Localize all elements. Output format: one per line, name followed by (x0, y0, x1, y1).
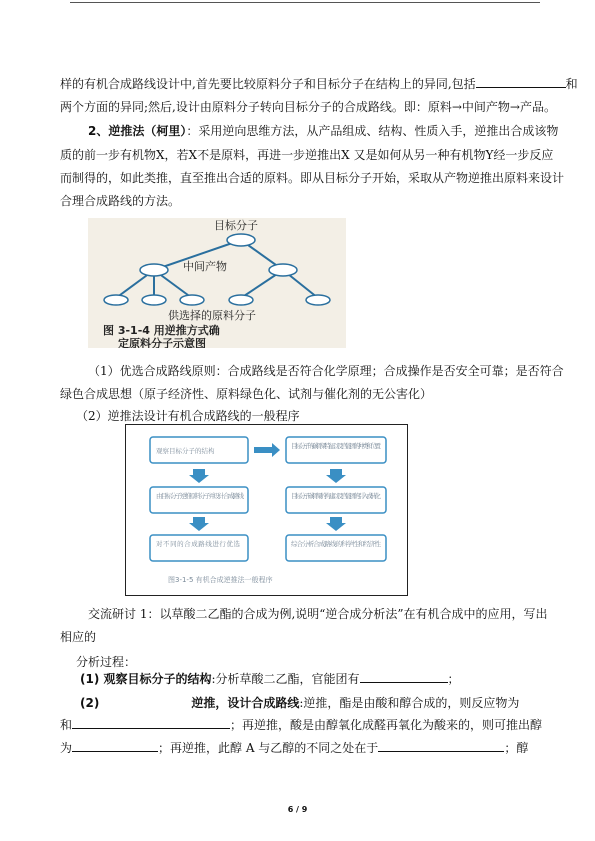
text: :分析草酸二乙酯，官能团有 (211, 672, 360, 686)
para-line-4: 质的前一步有机物X，若X不是原料，再进一步逆推出X 又是如何从另一种有机物Y经一步反应 (60, 148, 554, 162)
raw-node (180, 295, 204, 305)
tree-diagram (88, 218, 346, 348)
step-heading: 逆推，设计合成路线 (191, 696, 300, 710)
para-line-2: 两个方面的异同;然后,设计由原料分子转向目标分子的合成路线。即：原料→中间产物→产品。 (60, 100, 556, 114)
arrow-down-icon (326, 469, 346, 483)
flowchart-diagram (126, 425, 407, 595)
mid-label: 中间产物 (183, 260, 227, 273)
step-3-text: 对不同的合成路线进行优选 (156, 540, 240, 548)
bottom-label: 供选择的原料分子 (168, 309, 256, 322)
page-number: 6 / 9 (287, 805, 308, 814)
blank (476, 73, 566, 88)
intermediate-node (140, 264, 168, 276)
text: 为 (60, 741, 73, 755)
para-line-5: 而制得的，如此类推，直至推出合适的原料。即从目标分子开始，采取从产物逆推出原料来设计 (60, 171, 565, 185)
para-line-6: 合理合成路线的方法。 (60, 194, 181, 208)
para-line-8: 绿色合成思想（原子经济性、原料绿色化、试剂与催化剂的无公害化） (60, 387, 433, 401)
flowchart-caption: 图3-1-5 有机合成逆推法一般程序 (168, 576, 273, 584)
para-line-13 (80, 668, 558, 690)
para-line-1 (60, 73, 578, 95)
raw-node (142, 295, 166, 305)
para-line-16 (60, 737, 538, 759)
text: ；醇 (504, 741, 529, 755)
blank (72, 714, 230, 729)
para-line-11: 相应的 (60, 630, 97, 644)
note-1-text: 目标分子的碳骨架特征以及官能团的种类和位置 (291, 442, 381, 450)
blank (360, 668, 448, 683)
raw-node (306, 295, 330, 305)
para-line-7: （1）优选合成路线原则：合成路线是否符合化学原理；合成操作是否安全可靠；是否符合 (88, 364, 564, 378)
note-2-text: 目标分子碳骨架的构建以及官能团的引入或转化 (291, 492, 381, 500)
arrow-right-icon (254, 443, 280, 457)
arrow-down-icon (326, 517, 346, 531)
arrow-down-icon (189, 517, 209, 531)
section-heading: 2、逆推法（柯里） (88, 124, 187, 138)
step-box (286, 535, 386, 561)
blank (378, 737, 504, 752)
para-line-3 (88, 120, 566, 142)
para-line-10: 交流研讨 1：以草酸二乙酯的合成为例,说明“逆合成分析法”在有机合成中的应用，写出 (88, 607, 548, 621)
text: 和 (565, 77, 578, 91)
target-node (227, 234, 255, 246)
step-1-text: 观察目标分子的结构 (156, 447, 215, 455)
text: 和 (60, 718, 73, 732)
text: ：采用逆向思维方法，从产品组成、结构、性质入手，逆推出合成该物 (186, 124, 559, 138)
step-box (150, 487, 248, 513)
para-line-12: 分析过程： (76, 655, 137, 669)
text: ；再逆推，酸是由醇氧化成醛再氧化为酸来的，则可推出醇 (230, 718, 543, 732)
top-label: 目标分子 (214, 219, 258, 232)
step-box (286, 437, 386, 463)
procedure-flowchart-figure (125, 424, 408, 596)
caption-line-2: 定原料分子示意图 (118, 337, 206, 348)
para-line-15 (60, 714, 543, 736)
text: ；再逆推，此醇 A 与乙醇的不同之处在于 (158, 741, 379, 755)
step-heading: (1) 观察目标分子的结构 (80, 672, 212, 686)
header-rule (70, 2, 540, 3)
text: 样的有机合成路线设计中,首先要比较原料分子和目标分子在结构上的异同,包括 (60, 77, 476, 91)
text: :逆推，酯是由酸和醇合成的，则反应物为 (299, 696, 520, 710)
step-box (150, 535, 248, 561)
step-2-text: 由目标分子逆推原料分子并设计合成路线 (156, 492, 244, 500)
intermediate-node (269, 264, 297, 276)
note-3-text: 综合分析合成路线的科学性和经济性 (291, 540, 381, 548)
step-box (286, 487, 386, 513)
raw-node (104, 295, 128, 305)
para-line-9: （2）逆推法设计有机合成路线的一般程序 (76, 409, 300, 423)
para-line-14 (80, 692, 558, 714)
raw-node (229, 295, 253, 305)
caption-line-1: 图 3-1-4 用逆推方式确 (103, 324, 220, 337)
arrow-down-icon (189, 469, 209, 483)
text: ； (447, 672, 460, 686)
retrosynthesis-tree-figure (88, 218, 346, 348)
step-number: (2) (80, 696, 100, 710)
blank (72, 737, 158, 752)
